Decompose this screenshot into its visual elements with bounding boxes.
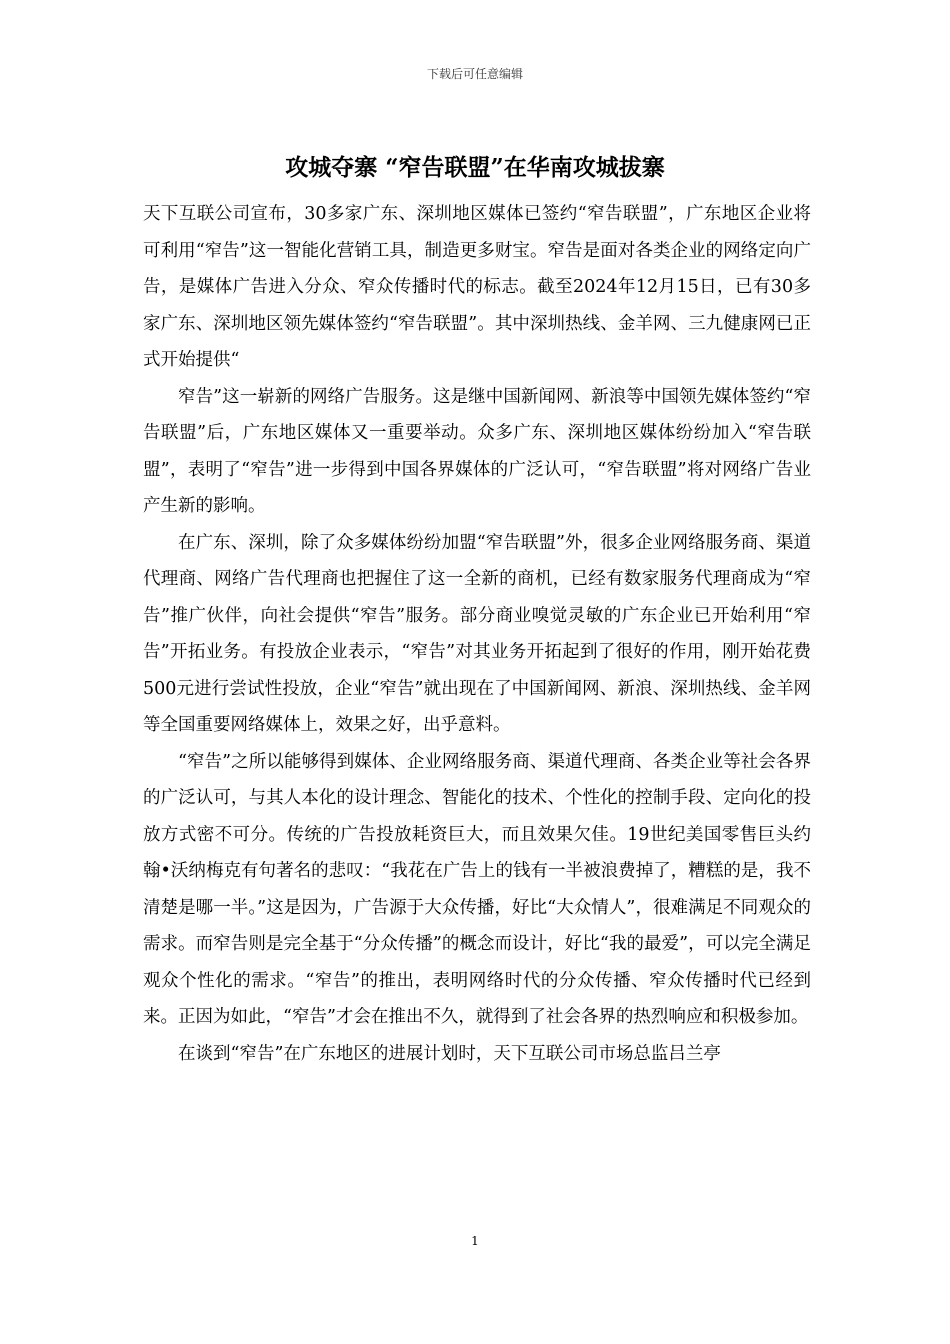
paragraph-2: 窄告”这一崭新的网络广告服务。这是继中国新闻网、新浪等中国领先媒体签约“窄告联盟”后，广东地区媒体又一重要举动。众多广东、深圳地区媒体纷纷加入“窄告联盟”，表明了“窄告”进一步得到中国各界媒体的广泛认可，“窄告联盟”将对网络广告业产生新的影响。 (143, 386, 811, 516)
page-number: 1 (471, 1234, 479, 1248)
paragraph-3: 在广东、深圳，除了众多媒体纷纷加盟“窄告联盟”外，很多企业网络服务商、渠道代理商、网络广告代理商也把握住了这一全新的商机，已经有数家服务代理商成为“窄告”推广伙伴，向社会提供“窄告”服务。部分商业嗅觉灵敏的广东企业已开始利用“窄告”开拓业务。有投放企业表示，“窄告”对其业务开拓起到了很好的作用，刚开始花费500元进行尝试性投放，企业“窄告”就出现在了中国新闻网、新浪、深圳热线、金羊网等全国重要网络媒体上，效果之好，出乎意料。 (143, 532, 811, 735)
document-title: 攻城夺寨 “窄告联盟”在华南攻城拔寨 (285, 154, 665, 181)
paragraph-4: “窄告”之所以能够得到媒体、企业网络服务商、渠道代理商、各类企业等社会各界的广泛认可，与其人本化的设计理念、智能化的技术、个性化的控制手段、定向化的投放方式密不可分。传统的广告投放耗资巨大，而且效果欠佳。19世纪美国零售巨头约翰•沃纳梅克有句著名的悲叹：“我花在广告上的钱有一半被浪费掉了，糟糕的是，我不清楚是哪一半。”这是因为，广告源于大众传播，好比“大众情人”，很难满足不同观众的需求。而窄告则是完全基于“分众传播”的概念而设计，好比“我的最爱”，可以完全满足观众个性化的需求。“窄告”的推出，表明网络时代的分众传播、窄众传播时代已经到来。正因为如此，“窄告”才会在推出不久，就得到了社会各界的热烈响应和积极参加。 (143, 751, 811, 1027)
paragraph-5: 在谈到“窄告”在广东地区的进展计划时，天下互联公司市场总监吕兰亭 (178, 1043, 721, 1064)
document-body (143, 196, 811, 1072)
paragraph-1: 天下互联公司宣布，30多家广东、深圳地区媒体已签约“窄告联盟”，广东地区企业将可利用“窄告”这一智能化营销工具，制造更多财宝。窄告是面对各类企业的网络定向广告，是媒体广告进入分众、窄众传播时代的标志。截至2024年12月15日，已有30多家广东、深圳地区领先媒体签约“窄告联盟”。其中深圳热线、金羊网、三九健康网已正式开始提供“ (143, 204, 811, 370)
header-note: 下载后可任意编辑 (426, 67, 523, 81)
